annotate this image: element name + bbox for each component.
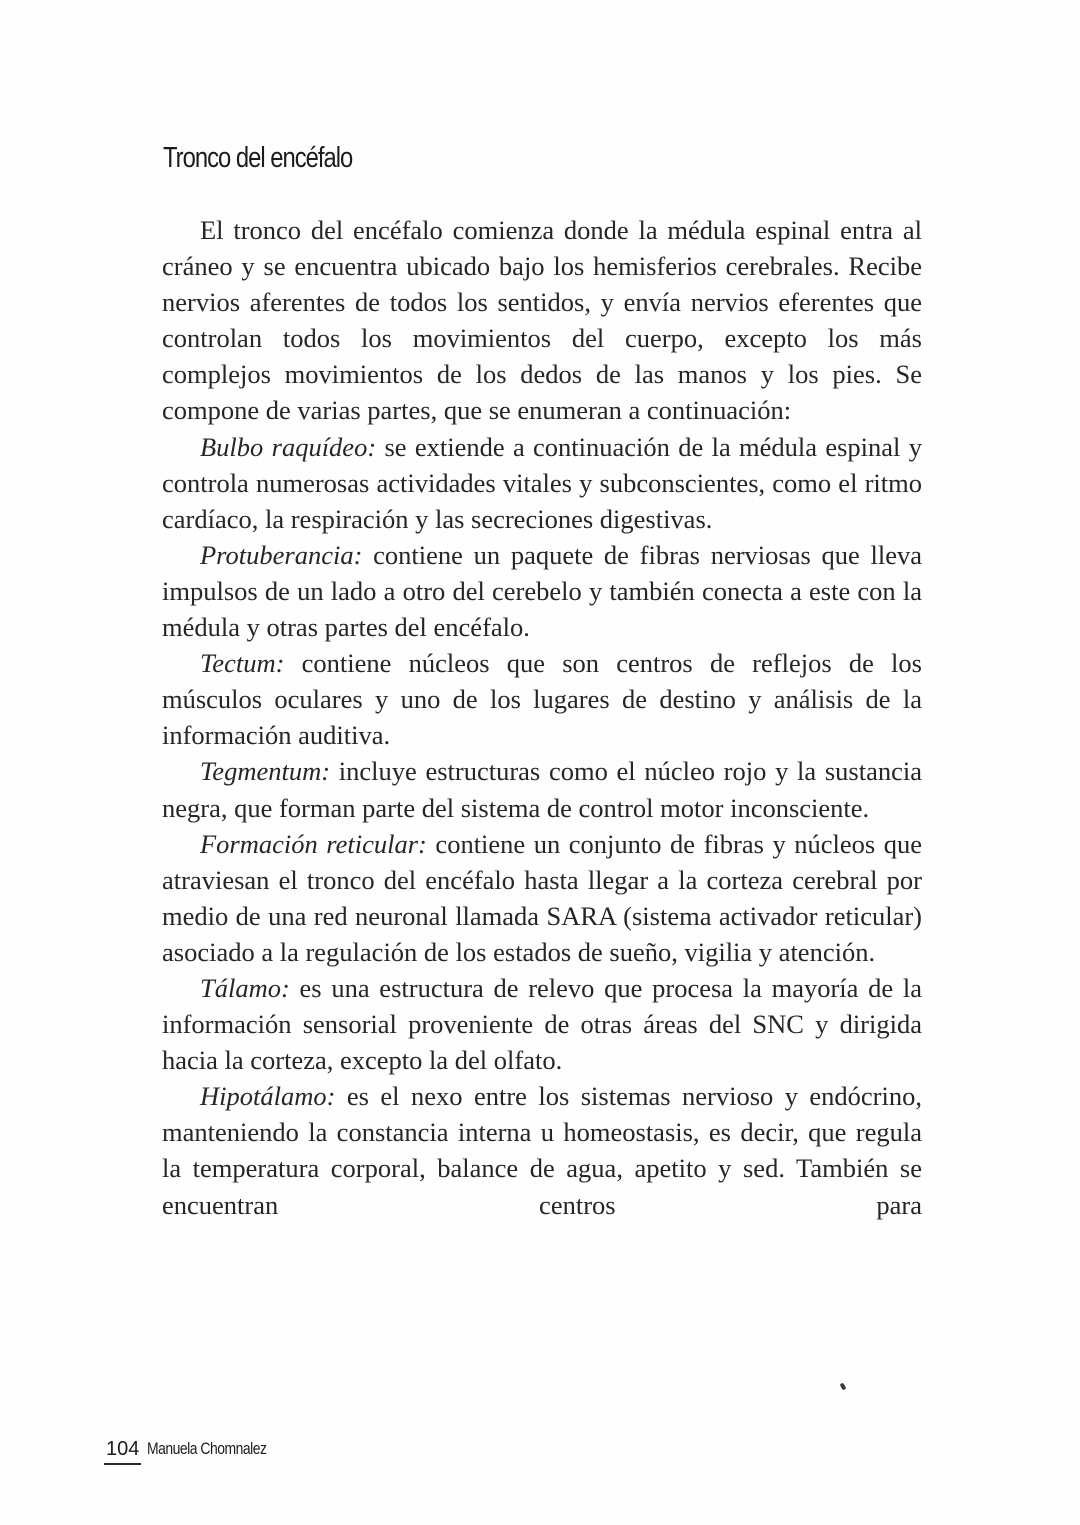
page-number: 104 [104, 1436, 141, 1465]
section-heading: Tronco del encéfalo [163, 142, 353, 174]
paragraph-intro [162, 212, 922, 429]
paragraph-formacion-reticular [162, 826, 922, 970]
paragraph-text: es el nexo entre los sistemas nervioso y endócrino, manteniendo la constancia interna u homeostasis, es decir, que regula la temperatura corporal, balance de agua, apetito y sed. También se encuentran centros para [162, 1081, 922, 1220]
term-label: Tálamo: [200, 972, 290, 1003]
paragraph-tegmentum [162, 753, 922, 825]
paragraph-text: es una estructura de relevo que procesa la mayoría de la información sensorial proveniente de otras áreas del SNC y dirigida hacia la corteza, excepto la del olfato. [162, 972, 922, 1076]
paragraph-text: contiene un paquete de fibras nerviosas que lleva impulsos de un lado a otro del cerebelo y también conecta a este con la médula y otras partes del encéfalo. [162, 539, 922, 643]
paragraph-text: contiene un conjunto de fibras y núcleos que atraviesan el tronco del encéfalo hasta llegar a la corteza cerebral por medio de una red neuronal llamada SARA (sistema activador reticular) asociado a la regulación de los estados de sueño, vigilia y atención. [162, 828, 923, 967]
term-label: Tectum: [200, 648, 285, 679]
paragraph-hipotalamo [162, 1078, 922, 1222]
paragraph-text: se extiende a continuación de la médula espinal y controla numerosas actividades vitales y subconscientes, como el ritmo cardíaco, la respiración y las secreciones digestivas. [162, 431, 922, 534]
paragraph-tectum [162, 645, 922, 753]
term-label: Hipotálamo: [200, 1081, 336, 1112]
ink-speck [840, 1382, 847, 1390]
paragraph-text: incluye estructuras como el núcleo rojo y la sustancia negra, que forman parte del sistema de control motor inconsciente. [162, 756, 922, 823]
paragraph-text: El tronco del encéfalo comienza donde la médula espinal entra al cráneo y se encuentra ubicado bajo los hemisferios cerebrales. Recibe nervios aferentes de todos los sentidos, y envía nervios eferentes que controlan todos los movimientos del cuerpo, excepto los más complejos movimientos de los dedos de las manos y los pies. Se compone de varias partes, que se enumeran a continuación: [162, 215, 922, 426]
term-label: Formación reticular: [200, 828, 427, 859]
term-label: Protuberancia: [200, 539, 363, 570]
author-name: Manuela Chomnalez [147, 1439, 267, 1458]
paragraph-text: contiene núcleos que son centros de reflejos de los músculos oculares y uno de los lugares de destino y análisis de la información auditiva. [162, 648, 922, 751]
body-text [162, 212, 922, 1223]
paragraph-protuberancia [162, 537, 922, 645]
paragraph-bulbo-raquideo [162, 429, 922, 537]
term-label: Bulbo raquídeo: [200, 431, 377, 462]
term-label: Tegmentum: [200, 756, 331, 787]
page-footer [104, 1436, 293, 1465]
paragraph-talamo [162, 970, 922, 1078]
